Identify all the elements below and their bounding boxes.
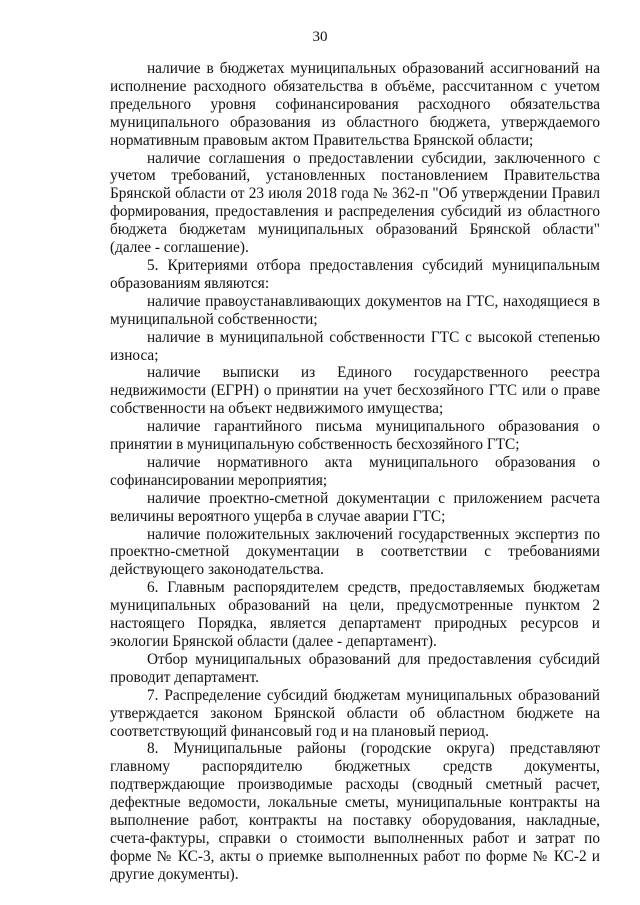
paragraph-criterion-guarantee-letter: наличие гарантийного письма муниципального образования о принятии в муниципальную собственность бесхозяйного ГТС; [110, 418, 600, 454]
paragraph-criterion-cofinancing-act: наличие нормативного акта муниципального образования о софинансировании мероприятия; [110, 453, 600, 489]
paragraph-item-8-documents: 8. Муниципальные районы (городские округа) представляют главному распорядителю бюджетных средств документы, подтверждающие производимые расходы (сводный сметный расчет, дефектные ведомости, локальные сметы, муниципальные контракты на выполнение работ, контракты на поставку оборудования, накладные, счета-фактуры, справки о стоимости выполненных работ и затрат по форме № КС-3, акты о приемке выполненных работ по форме № КС-2 и другие документы). [110, 740, 600, 883]
paragraph-criterion-design-documentation: наличие проектно-сметной документации с приложением расчета величины вероятного ущерба в случае аварии ГТС; [110, 489, 600, 525]
paragraph-item-7-distribution: 7. Распределение субсидий бюджетам муниципальных образований утверждается законом Брянской области об областном бюджете на соответствующий финансовый год и на плановый период. [110, 686, 600, 740]
paragraph-criterion-high-wear: наличие в муниципальной собственности ГТС с высокой степенью износа; [110, 328, 600, 364]
paragraph-subsidy-agreement: наличие соглашения о предоставлении субсидии, заключенного с учетом требований, установленных постановлением Правительства Брянской области от 23 июля 2018 года № 362-п "Об утверждении Правил формирования, предоставления и распределения субсидий из областного бюджета бюджетам муниципальных образований Брянской области" (далее - соглашение). [110, 149, 600, 257]
page-number: 30 [312, 29, 328, 45]
paragraph-selection-by-department: Отбор муниципальных образований для предоставления субсидий проводит департамент. [110, 650, 600, 686]
paragraph-criterion-egrn-extract: наличие выписки из Единого государственного реестра недвижимости (ЕГРН) о принятии на учет бесхозяйного ГТС или о праве собственности на объект недвижимого имущества; [110, 364, 600, 418]
paragraph-budget-allocations: наличие в бюджетах муниципальных образований ассигнований на исполнение расходного обязательства в объёме, рассчитанном с учетом предельного уровня софинансирования расходного обязательства муниципального образования из областного бюджета, утверждаемого нормативным правовым актом Правительства Брянской области; [110, 60, 600, 149]
paragraph-criterion-ownership-documents: наличие правоустанавливающих документов на ГТС, находящиеся в муниципальной собственности; [110, 292, 600, 328]
paragraph-item-5-selection-criteria: 5. Критериями отбора предоставления субсидий муниципальным образованиям являются: [110, 256, 600, 292]
paragraph-item-6-chief-administrator: 6. Главным распорядителем средств, предоставляемых бюджетам муниципальных образований на цели, предусмотренные пунктом 2 настоящего Порядка, является департамент природных ресурсов и экологии Брянской области (далее - департамент). [110, 579, 600, 650]
document-body [110, 60, 600, 884]
paragraph-criterion-expert-conclusions: наличие положительных заключений государственных экспертиз по проектно-сметной документации в соответствии с требованиями действующего законодательства. [110, 525, 600, 579]
